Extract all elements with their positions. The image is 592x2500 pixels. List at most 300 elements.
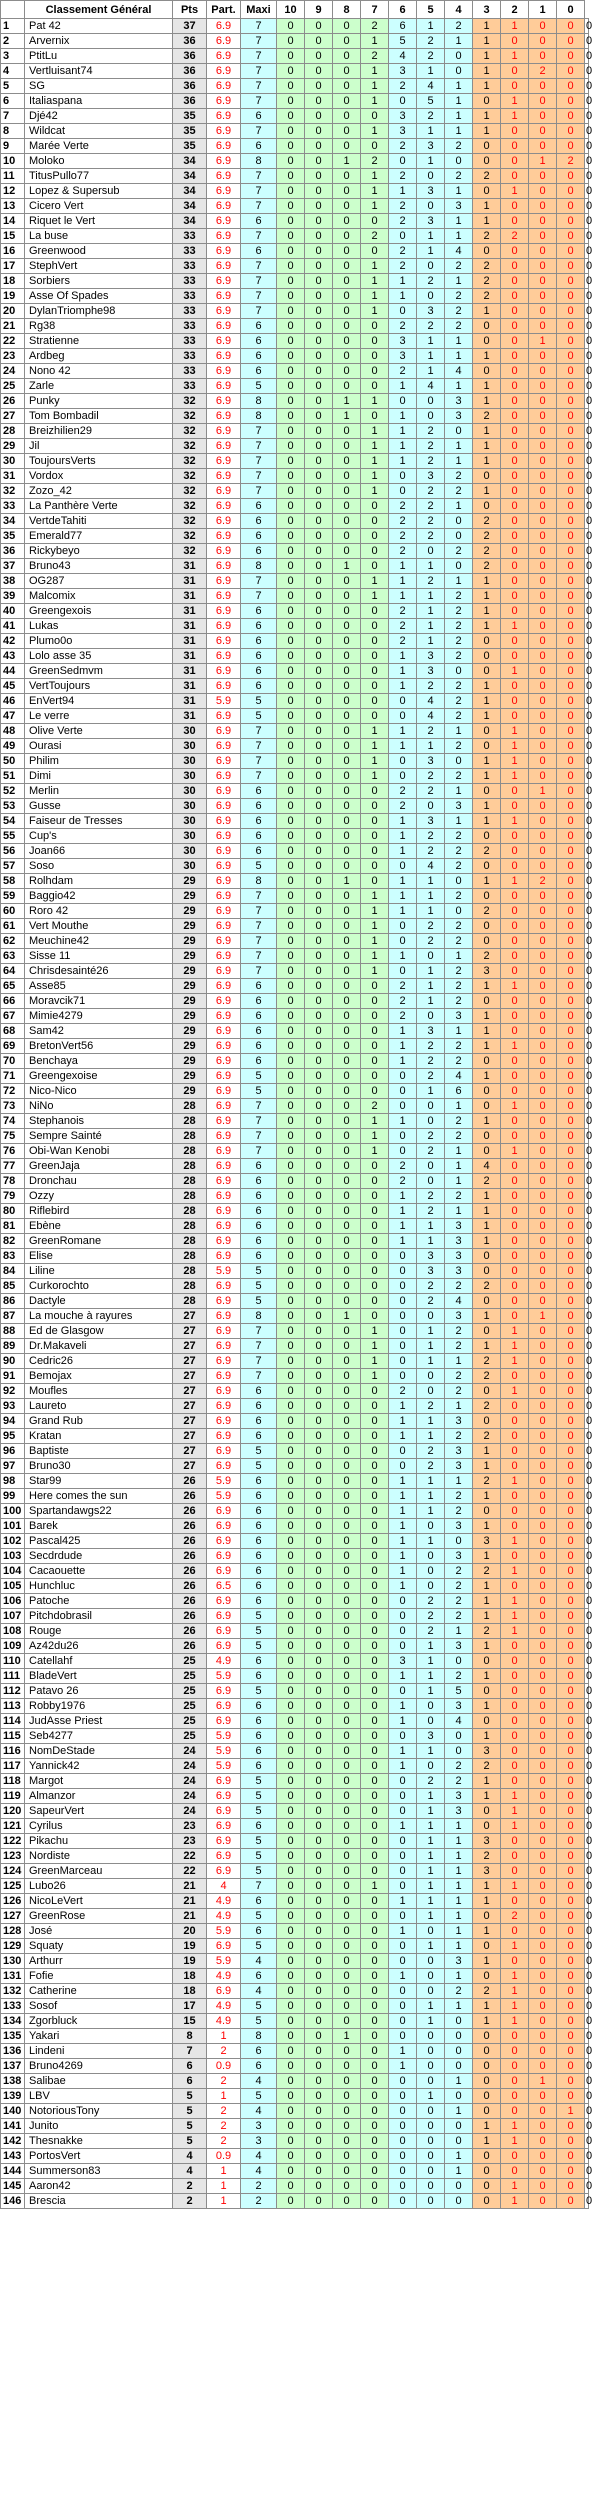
score-9-count: 0 [305,514,333,529]
score-9-count: 0 [305,1264,333,1279]
score-4-count: 1 [445,1204,473,1219]
score-1-count: 0 [529,1114,557,1129]
participation-cell: 1 [207,2089,241,2104]
score-2-count: 0 [501,1684,529,1699]
score-8-count: 0 [333,814,361,829]
score-5-count: 0 [417,1099,445,1114]
score-10-count: 0 [277,289,305,304]
score-3-count: 1 [473,679,501,694]
score-8-count: 0 [333,1489,361,1504]
score-0-count: 0 [557,1159,585,1174]
score-4-count: 2 [445,649,473,664]
score-8-count: 0 [333,1669,361,1684]
score-0-count: 0 [557,1384,585,1399]
score-0-count: 0 [557,1819,585,1834]
undefined: 0 [586,1430,592,1442]
score-5-count: 0 [417,1924,445,1939]
score-4-count: 1 [445,334,473,349]
score-0-count: 0 [557,934,585,949]
score-3-count: 1 [473,1699,501,1714]
score-7-count: 0 [361,1924,389,1939]
maxi-cell: 5 [241,1624,277,1639]
score-5-count: 0 [417,394,445,409]
participation-cell: 6.9 [207,499,241,514]
score-10-count: 0 [277,844,305,859]
score-1-count: 0 [529,1414,557,1429]
score-4-count: 3 [445,409,473,424]
score-2-count: 0 [501,1264,529,1279]
score-0-count: 0 [557,319,585,334]
maxi-cell: 6 [241,1969,277,1984]
score-8-count: 0 [333,319,361,334]
rank-cell: 97 [1,1459,25,1474]
score-8-count: 0 [333,1279,361,1294]
score-5-count: 1 [417,1894,445,1909]
score-5-count: 2 [417,1399,445,1414]
score-10-count: 0 [277,1279,305,1294]
score-8-count: 0 [333,1879,361,1894]
points-cell: 22 [173,1864,207,1879]
score-2-count: 0 [501,1519,529,1534]
undefined: 0 [586,1640,592,1652]
score-0-count: 0 [557,964,585,979]
score-7-count: 1 [361,169,389,184]
player-name: Az42du26 [25,1639,173,1654]
score-7-count: 1 [361,904,389,919]
player-name: Asse85 [25,979,173,994]
score-5-count: 2 [417,514,445,529]
score-9-count: 0 [305,1429,333,1444]
player-name: Lolo asse 35 [25,649,173,664]
score-6-count: 0 [389,1354,417,1369]
score-4-count: 2 [445,1039,473,1054]
table-row [1,994,589,1009]
score-2-count: 0 [501,829,529,844]
rank-cell: 142 [1,2134,25,2149]
points-cell: 29 [173,904,207,919]
score-1-count: 0 [529,79,557,94]
player-name: Hunchluc [25,1579,173,1594]
points-cell: 31 [173,709,207,724]
score-5-count: 4 [417,859,445,874]
undefined: 0 [586,455,592,467]
score-4-count: 1 [445,2164,473,2179]
maxi-cell: 4 [241,1984,277,1999]
score-4-count: 3 [445,1414,473,1429]
score-9-count: 0 [305,1039,333,1054]
undefined: 0 [586,200,592,212]
score-4-count: 1 [445,2104,473,2119]
score-0-count: 0 [557,1834,585,1849]
score-5-count: 0 [417,949,445,964]
score-0-count: 0 [557,1099,585,1114]
score-1-count: 0 [529,1789,557,1804]
maxi-cell: 8 [241,394,277,409]
score-9-count: 0 [305,1564,333,1579]
score-0-count: 0 [557,2194,585,2209]
score-4-count: 0 [445,2179,473,2194]
participation-cell: 6.9 [207,1354,241,1369]
score-4-count: 0 [445,2134,473,2149]
score-9-count: 0 [305,2059,333,2074]
points-cell: 27 [173,1384,207,1399]
score-1-count: 0 [529,289,557,304]
score-8-count: 0 [333,1339,361,1354]
player-name: Star99 [25,1474,173,1489]
maxi-cell: 7 [241,1354,277,1369]
score-10-count: 0 [277,574,305,589]
table-row [1,1309,589,1324]
player-name: Obi-Wan Kenobi [25,1144,173,1159]
score-2-count: 0 [501,859,529,874]
score-1-count: 0 [529,769,557,784]
score-9-count: 0 [305,1984,333,1999]
participation-cell: 6.9 [207,784,241,799]
score-4-count: 2 [445,544,473,559]
undefined: 0 [586,1565,592,1577]
score-2-count: 2 [501,229,529,244]
score-7-count: 0 [361,1624,389,1639]
maxi-cell: 6 [241,1474,277,1489]
score-9-count: 0 [305,139,333,154]
score-4-count: 2 [445,1369,473,1384]
score-4-count: 1 [445,79,473,94]
score-7-count: 0 [361,649,389,664]
score-1-count: 0 [529,2044,557,2059]
score-5-count: 2 [417,1624,445,1639]
points-cell: 31 [173,634,207,649]
table-row [1,1999,589,2014]
score-1-count: 0 [529,1684,557,1699]
score-5-count: 1 [417,1474,445,1489]
maxi-cell: 6 [241,364,277,379]
player-name: Meuchine42 [25,934,173,949]
score-10-count: 0 [277,1069,305,1084]
maxi-cell: 6 [241,1009,277,1024]
score-6-count: 1 [389,409,417,424]
score-3-count: 1 [473,1039,501,1054]
score-0-count: 0 [557,499,585,514]
score-3-count: 2 [473,229,501,244]
score-3-count: 0 [473,1654,501,1669]
score-3-count: 1 [473,214,501,229]
score-7-count: 0 [361,2149,389,2164]
score-1-count: 0 [529,1084,557,1099]
score-6-count: 0 [389,1999,417,2014]
score-0-count: 0 [557,514,585,529]
score-7-count: 0 [361,784,389,799]
score-1-count: 1 [529,2074,557,2089]
points-cell: 8 [173,2029,207,2044]
table-row [1,904,589,919]
table-row [1,469,589,484]
score-5-count: 0 [417,1384,445,1399]
header-row [1,1,589,19]
score-4-count: 1 [445,274,473,289]
score-4-count: 1 [445,439,473,454]
participation-cell: 5.9 [207,1744,241,1759]
score-7-count: 1 [361,124,389,139]
score-9-count: 0 [305,949,333,964]
table-row [1,1564,589,1579]
score-5-count: 0 [417,2074,445,2089]
score-6-count: 0 [389,769,417,784]
score-5-count: 1 [417,1534,445,1549]
points-cell: 28 [173,1219,207,1234]
player-name: Rickybeyo [25,544,173,559]
table-row [1,349,589,364]
player-name: Barek [25,1519,173,1534]
score-8-count: 0 [333,1294,361,1309]
score-0-count: 0 [557,1264,585,1279]
table-row [1,34,589,49]
points-cell: 32 [173,394,207,409]
score-8-count: 1 [333,874,361,889]
score-5-count: 2 [417,844,445,859]
score-10-count: 0 [277,199,305,214]
table-row [1,964,589,979]
points-cell: 30 [173,754,207,769]
undefined: 0 [586,1385,592,1397]
maxi-cell: 6 [241,814,277,829]
score-0-count: 0 [557,1609,585,1624]
points-cell: 18 [173,1969,207,1984]
undefined: 0 [586,1475,592,1487]
undefined: 0 [586,335,592,347]
score-0-count: 0 [557,1204,585,1219]
undefined: 0 [586,20,592,32]
score-10-count: 0 [277,1444,305,1459]
score-8-count: 0 [333,1729,361,1744]
score-6-count: 1 [389,1489,417,1504]
score-1-count: 0 [529,1504,557,1519]
player-name: JudAsse Priest [25,1714,173,1729]
score-1-count: 0 [529,1639,557,1654]
score-8-count: 0 [333,349,361,364]
player-name: NotoriousTony [25,2104,173,2119]
points-cell: 25 [173,1654,207,1669]
score-9-count: 0 [305,1639,333,1654]
participation-cell: 6.9 [207,799,241,814]
score-2-count: 0 [501,1129,529,1144]
score-5-count: 0 [417,1759,445,1774]
score-10-count: 0 [277,1684,305,1699]
participation-cell: 6.9 [207,1414,241,1429]
participation-cell: 6.5 [207,1579,241,1594]
score-2-count: 0 [501,1294,529,1309]
score-2-count: 0 [501,379,529,394]
score-5-count: 3 [417,649,445,664]
player-name: Robby1976 [25,1699,173,1714]
rank-cell: 112 [1,1684,25,1699]
score-10-count: 0 [277,2089,305,2104]
rank-cell: 111 [1,1669,25,1684]
rank-cell: 80 [1,1204,25,1219]
score-4-count: 0 [445,904,473,919]
score-9-count: 0 [305,154,333,169]
score-6-count: 0 [389,2179,417,2194]
score-2-count: 0 [501,1204,529,1219]
score-6-count: 1 [389,949,417,964]
score-3-count: 0 [473,94,501,109]
score-6-count: 1 [389,739,417,754]
score-2-count: 1 [501,724,529,739]
score-2-count: 0 [501,259,529,274]
table-row [1,559,589,574]
rank-cell: 5 [1,79,25,94]
score-7-count: 1 [361,34,389,49]
score-5-count: 0 [417,1174,445,1189]
score-2-count: 0 [501,139,529,154]
score-2-count: 0 [501,199,529,214]
score-1-count: 0 [529,1669,557,1684]
score-7-count: 0 [361,409,389,424]
maxi-cell: 6 [241,1189,277,1204]
score-4-count: 1 [445,349,473,364]
score-1-count: 0 [529,1324,557,1339]
score-9-count: 0 [305,1054,333,1069]
score-8-count: 0 [333,424,361,439]
participation-cell: 0.9 [207,2059,241,2074]
score-3-count: 1 [473,979,501,994]
score-0-count: 0 [557,1234,585,1249]
score-4-count: 1 [445,229,473,244]
player-name: Le verre [25,709,173,724]
rank-cell: 30 [1,454,25,469]
score-0-count: 0 [557,589,585,604]
score-5-count: 2 [417,574,445,589]
rank-cell: 37 [1,559,25,574]
score-3-count: 2 [473,1174,501,1189]
undefined: 0 [586,140,592,152]
score-8-count: 0 [333,34,361,49]
table-row [1,1729,589,1744]
score-3-count: 1 [473,424,501,439]
participation-cell: 6.9 [207,1219,241,1234]
score-6-count: 0 [389,94,417,109]
score-6-count: 1 [389,1669,417,1684]
score-5-count: 1 [417,1339,445,1354]
score-10-count: 0 [277,349,305,364]
rank-cell: 130 [1,1954,25,1969]
undefined: 0 [586,2030,592,2042]
participation-cell: 6.9 [207,64,241,79]
maxi-cell: 8 [241,1309,277,1324]
table-row [1,1774,589,1789]
score-6-count: 1 [389,814,417,829]
score-10-count: 0 [277,709,305,724]
points-cell: 32 [173,439,207,454]
score-6-count: 1 [389,679,417,694]
score-0-count: 0 [557,274,585,289]
score-1-count: 0 [529,499,557,514]
score-2-count: 0 [501,319,529,334]
undefined: 0 [586,1670,592,1682]
score-6-count: 0 [389,1639,417,1654]
maxi-cell: 6 [241,1024,277,1039]
points-cell: 36 [173,79,207,94]
maxi-cell: 6 [241,1564,277,1579]
score-8-count: 0 [333,1594,361,1609]
rank-cell: 127 [1,1909,25,1924]
score-9-count: 0 [305,1894,333,1909]
participation-cell: 1 [207,2029,241,2044]
score-5-count: 3 [417,1024,445,1039]
score-3-count: 1 [473,1954,501,1969]
player-name: Olive Verte [25,724,173,739]
score-1-count: 0 [529,169,557,184]
table-row [1,289,589,304]
score-2-count: 0 [501,1579,529,1594]
score-5-count: 1 [417,559,445,574]
participation-cell: 6.9 [207,559,241,574]
score-8-count: 0 [333,1744,361,1759]
score-4-count: 2 [445,589,473,604]
player-name: Plumo0o [25,634,173,649]
score-4-count: 2 [445,694,473,709]
score-5-count: 0 [417,1714,445,1729]
maxi-cell: 6 [241,544,277,559]
undefined: 0 [586,1115,592,1127]
player-name: Chrisdesainté26 [25,964,173,979]
rank-cell: 70 [1,1054,25,1069]
score-1-count: 0 [529,2194,557,2209]
score-6-count: 0 [389,2134,417,2149]
table-row [1,1219,589,1234]
score-1-count: 0 [529,559,557,574]
score-3-count: 1 [473,1459,501,1474]
score-10-count: 0 [277,829,305,844]
undefined: 0 [586,440,592,452]
table-row [1,679,589,694]
undefined: 0 [586,1685,592,1697]
score-9-count: 0 [305,1129,333,1144]
score-9-count: 0 [305,1909,333,1924]
points-cell: 31 [173,649,207,664]
rank-cell: 131 [1,1969,25,1984]
player-name: ToujoursVerts [25,454,173,469]
score-8-count: 0 [333,2119,361,2134]
table-row [1,1084,589,1099]
score-0-count: 0 [557,1459,585,1474]
score-7-count: 1 [361,1129,389,1144]
score-7-count: 0 [361,1579,389,1594]
score-3-count: 0 [473,1504,501,1519]
score-5-count: 0 [417,2179,445,2194]
maxi-cell: 5 [241,1909,277,1924]
player-name: Vert Mouthe [25,919,173,934]
table-row [1,544,589,559]
score-9-count: 0 [305,1249,333,1264]
score-10-count: 0 [277,799,305,814]
participation-cell: 6.9 [207,1789,241,1804]
score-0-count: 0 [557,124,585,139]
score-5-count: 2 [417,1279,445,1294]
maxi-cell: 6 [241,1159,277,1174]
score-5-count: 1 [417,634,445,649]
score-3-count: 1 [473,1774,501,1789]
score-1-count: 0 [529,1264,557,1279]
maxi-cell: 7 [241,1099,277,1114]
points-cell: 5 [173,2089,207,2104]
score-6-count: 1 [389,889,417,904]
player-name: Seb4277 [25,1729,173,1744]
undefined: 0 [586,1235,592,1247]
score-7-count: 1 [361,469,389,484]
score-5-count: 1 [417,889,445,904]
score-1-count: 0 [529,934,557,949]
score-2-count: 1 [501,1624,529,1639]
